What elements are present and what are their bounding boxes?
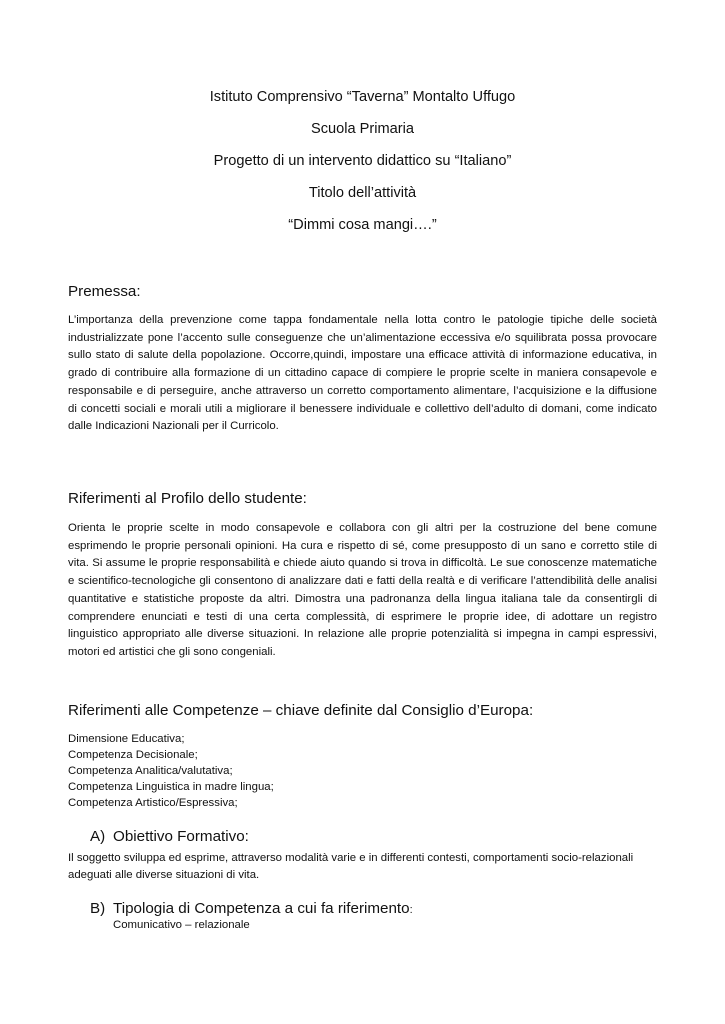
competenze-heading: Riferimenti alle Competenze – chiave definite dal Consiglio d’Europa: (68, 702, 534, 719)
list-item: Competenza Analitica/valutativa; (68, 765, 233, 777)
list-item: Competenza Artistico/Espressiva; (68, 797, 238, 809)
premessa-heading: Premessa: (68, 283, 141, 300)
obiettivo-title: Obiettivo Formativo: (113, 828, 249, 845)
tipologia-heading (90, 900, 413, 917)
tipologia-marker: B) (90, 900, 106, 917)
school-level: Scuola Primaria (310, 121, 414, 137)
list-item: Dimensione Educativa; (68, 733, 185, 745)
activity-title: “Dimmi cosa mangi….” (288, 217, 437, 233)
tipologia-title: Tipologia di Competenza a cui fa riferimento (113, 900, 410, 917)
premessa-text: L’importanza della prevenzione come tappa fondamentale nella lotta contro le patologie tipiche delle società industrializzate pone l’accento sulle conseguenze che un’alimentazione eccessiva e/o squilibrata possa provocare sullo stato di salute della popolazione. Occorre,quindi, impostare una efficace attività di informazione educativa, in grado di contribuire alla formazione di un cittadino capace di compiere le proprie scelte in maniera consapevole e responsabile e di perseguire, anche attraverso un corretto comportamento alimentare, l’acquisizione e la diffusione di concetti sociali e morali utili a migliorare il benessere individuale e collettivo dell’adulto di domani, come indicato dalle Indicazioni Nazionali per il Curricolo. (68, 314, 657, 433)
project-title: Progetto di un intervento didattico su “Italiano” (213, 153, 512, 169)
obiettivo-marker: A) (90, 828, 106, 845)
competenze-list (68, 731, 274, 811)
school-name: Istituto Comprensivo “Taverna” Montalto Uffugo (209, 89, 516, 105)
obiettivo-text: Il soggetto sviluppa ed esprime, attraverso modalità varie e in differenti contesti, comportamenti socio-relazionali adeguati alle diverse situazioni di vita. (68, 852, 634, 881)
activity-label: Titolo dell’attività (308, 185, 417, 201)
profilo-heading: Riferimenti al Profilo dello studente: (68, 490, 307, 507)
tipologia-colon: : (409, 904, 413, 916)
profilo-text: Orienta le proprie scelte in modo consapevole e collabora con gli altri per la costruzione del bene comune esprimendo le proprie personali opinioni. Ha cura e rispetto di sé, come presupposto di un sano e corretto stile di vita. Si assume le proprie responsabilità e chiede aiuto quando si trova in difficoltà. Le sue conoscenze matematiche e scientifico-tecnologiche gli consentono di analizzare dati e fatti della realtà e di verificare l’attendibilità delle analisi quantitative e statistiche proposte da altri. Dimostra una padronanza della lingua italiana tale da consentirgli di comprendere enunciati e testi di una certa complessità, di esprimere le proprie idee, di adottare un registro linguistico appropriato alle diverse situazioni. In relazione alle proprie potenzialità si impegna in campi espressivi, motori ed artistici che gli sono congeniali. (68, 522, 657, 658)
list-item: Competenza Decisionale; (68, 749, 198, 761)
obiettivo-heading (90, 828, 249, 845)
list-item: Competenza Linguistica in madre lingua; (68, 781, 274, 793)
tipologia-value: Comunicativo – relazionale (113, 919, 250, 931)
